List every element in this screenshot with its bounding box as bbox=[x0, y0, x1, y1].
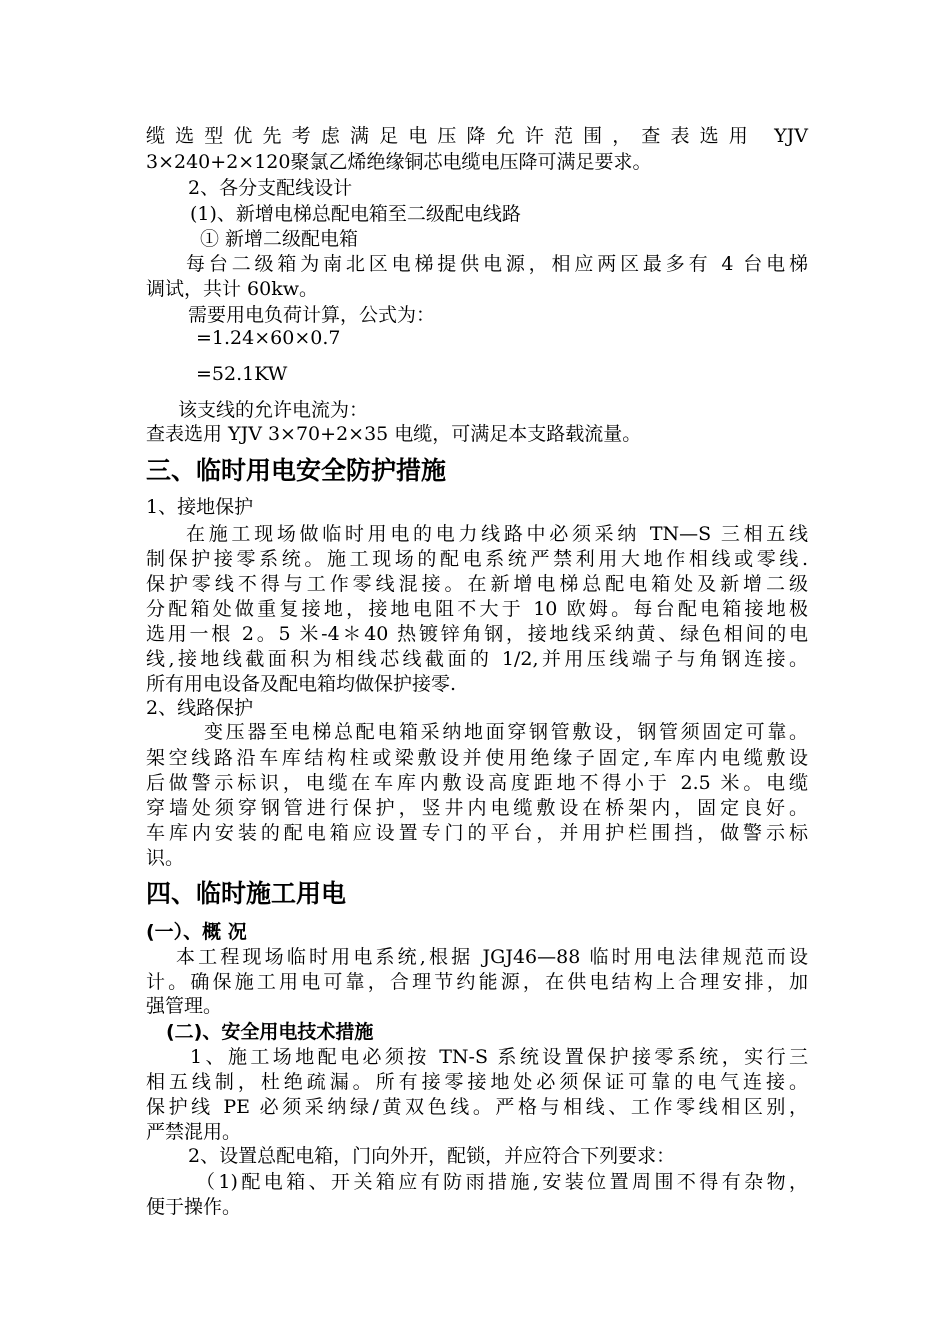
text-line: 在施工现场做临时用电的电力线路中必须采纳 TN—S 三相五线 bbox=[186, 523, 808, 545]
subsection-heading: ① 新增二级配电箱 bbox=[200, 228, 359, 250]
text-line: 该支线的允许电流为： bbox=[178, 399, 369, 421]
text-line: 调试，共计 60kw。 bbox=[146, 278, 318, 300]
text-line: 架空线路沿车库结构柱或梁敷设并使用绝缘子固定,车库内电缆敷设 bbox=[146, 747, 808, 769]
subsection-heading: 1、接地保护 bbox=[146, 496, 254, 518]
text-line: 制保护接零系统。施工现场的配电系统严禁利用大地作相线或零线. bbox=[146, 548, 808, 570]
text-line: 线,接地线截面积为相线芯线截面的 1/2,并用压线端子与角钢连接。 bbox=[146, 648, 808, 670]
text-line: 保护零线不得与工作零线混接。在新增电梯总配电箱处及新增二级 bbox=[146, 573, 808, 595]
text-line: 识。 bbox=[146, 847, 185, 869]
subsection-heading: 2、各分支配线设计 bbox=[188, 177, 353, 199]
subsection-heading: (一）、概 况 bbox=[146, 921, 247, 943]
subsection-heading: (1)、新增电梯总配电箱至二级配电线路 bbox=[190, 203, 521, 225]
text-line: 相五线制，杜绝疏漏。所有接零接地处必须保证可靠的电气连接。 bbox=[146, 1071, 808, 1093]
subsection-heading: (二)、安全用电技术措施 bbox=[166, 1021, 374, 1043]
text-line: 缆选型优先考虑满足电压降允许范围，查表选用 YJV bbox=[146, 125, 808, 147]
text-line: （1)配电箱、开关箱应有防雨措施,安装位置周围不得有杂物， bbox=[196, 1171, 808, 1193]
text-line: 计。确保施工用电可靠，合理节约能源，在供电结构上合理安排，加 bbox=[146, 971, 808, 993]
text-line: 3×240+2×120聚氯乙烯绝缘铜芯电缆电压降可满足要求。 bbox=[146, 151, 652, 173]
text-line: 严禁混用。 bbox=[146, 1121, 242, 1143]
text-line: 强管理。 bbox=[146, 995, 223, 1017]
text-line: 需要用电负荷计算，公式为： bbox=[188, 304, 436, 326]
text-line: 变压器至电梯总配电箱采纳地面穿钢管敷设，钢管须固定可靠。 bbox=[204, 721, 808, 743]
text-line: 保护线 PE 必须采纳绿/黄双色线。严格与相线、工作零线相区别， bbox=[146, 1096, 808, 1118]
formula-line: =52.1KW bbox=[196, 363, 288, 385]
section-heading: 四、临时施工用电 bbox=[146, 879, 347, 908]
text-line: 本工程现场临时用电系统,根据 JGJ46—88 临时用电法律规范而设 bbox=[176, 946, 808, 968]
section-heading: 三、临时用电安全防护措施 bbox=[146, 456, 447, 485]
text-line: 后做警示标识，电缆在车库内敷设高度距地不得小于 2.5 米。电缆 bbox=[146, 772, 808, 794]
formula-line: =1.24×60×0.7 bbox=[196, 327, 341, 349]
text-line: 车库内安装的配电箱应设置专门的平台，并用护栏围挡，做警示标 bbox=[146, 822, 808, 844]
text-line: 穿墙处须穿钢管进行保护，竖井内电缆敷设在桥架内，固定良好。 bbox=[146, 797, 808, 819]
text-line: 查表选用 YJV 3×70+2×35 电缆，可满足本支路载流量。 bbox=[146, 423, 642, 445]
text-line: 所有用电设备及配电箱均做保护接零. bbox=[146, 673, 457, 695]
subsection-heading: 2、线路保护 bbox=[146, 697, 254, 719]
text-line: 选用一根 2。5 米-4＊40 热镀锌角钢，接地线采纳黄、绿色相间的电 bbox=[146, 623, 808, 645]
text-line: 2、设置总配电箱，门向外开，配锁，并应符合下列要求： bbox=[188, 1145, 676, 1167]
text-line: 分配箱处做重复接地，接地电阻不大于 10 欧姆。每台配电箱接地极 bbox=[146, 598, 808, 620]
text-line: 1、施工场地配电必须按 TN-S 系统设置保护接零系统，实行三 bbox=[190, 1046, 808, 1068]
text-line: 便于操作。 bbox=[146, 1196, 242, 1218]
text-line: 每台二级箱为南北区电梯提供电源，相应两区最多有 4 台电梯 bbox=[186, 253, 808, 275]
